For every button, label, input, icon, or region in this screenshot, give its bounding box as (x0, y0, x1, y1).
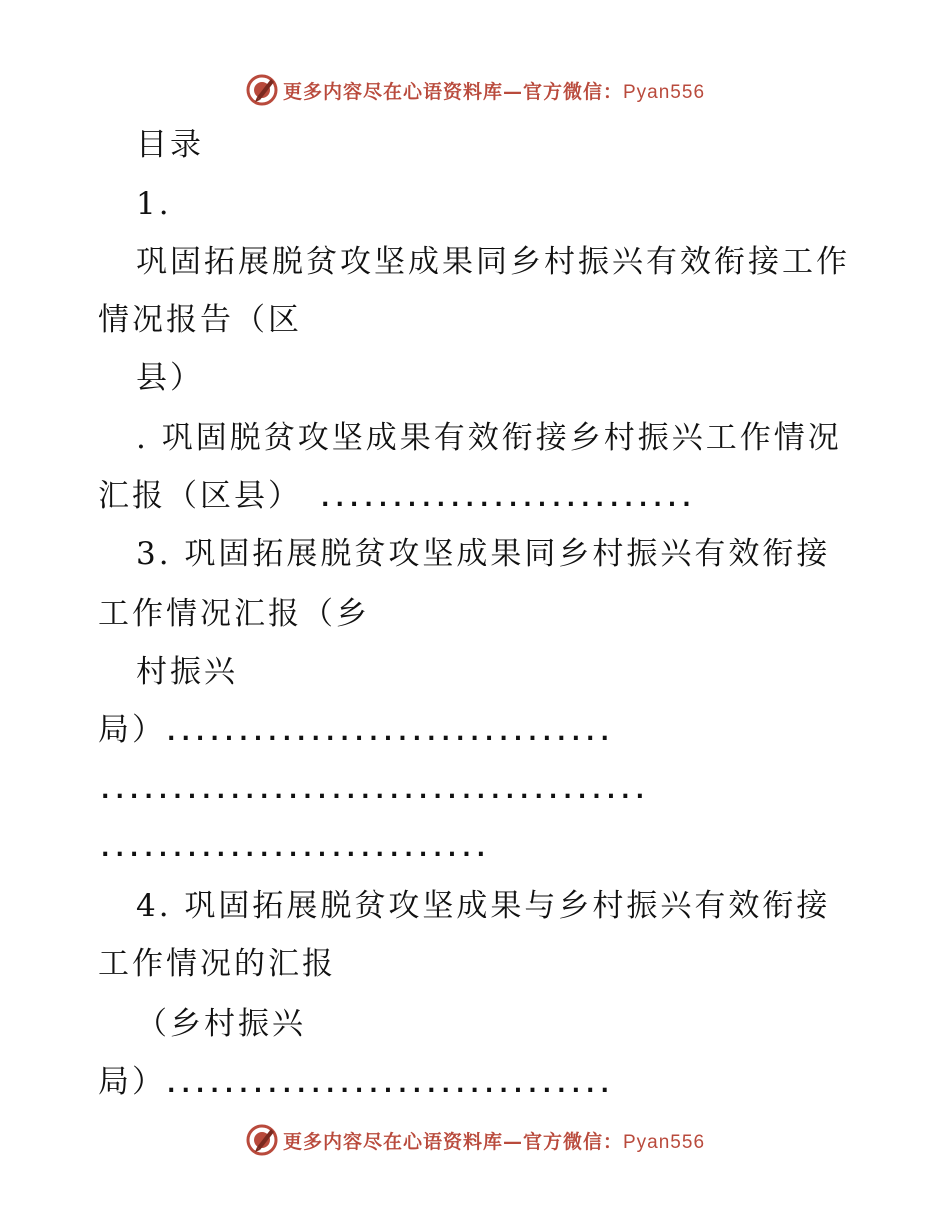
toc-item4-line1: 4. 巩固拓展脱贫攻坚成果与乡村振兴有效衔接 (136, 888, 831, 924)
toc-item3-leader-dots-3: ........................... (98, 834, 489, 862)
toc-item1-number: 1. (136, 186, 172, 222)
header-watermark (0, 70, 950, 110)
pen-logo-icon (245, 73, 279, 107)
toc-item2-line1: . 巩固脱贫攻坚成果有效衔接乡村振兴工作情况 (136, 420, 842, 456)
toc-item3-leader-dots-2: ...................................... (98, 776, 648, 804)
toc-heading: 目录 (136, 127, 204, 163)
toc-item4-line3: （乡村振兴 (136, 1006, 306, 1042)
toc-item1-line3: 县） (136, 360, 204, 396)
toc-item4-line4: 局） (98, 1064, 166, 1100)
header-watermark-text: 更多内容尽在心语资料库—官方微信：Pyan556 (282, 80, 706, 103)
toc-item3-line1: 3. 巩固拓展脱贫攻坚成果同乡村振兴有效衔接 (136, 536, 831, 572)
pen-logo-icon (245, 1123, 279, 1157)
footer-watermark (0, 1120, 950, 1160)
toc-item3-line3: 村振兴 (136, 654, 238, 690)
toc-item3-line4: 局） (98, 712, 166, 748)
toc-item4-line2: 工作情况的汇报 (98, 946, 336, 982)
toc-item1-line2: 情况报告（区 (98, 302, 302, 338)
toc-item3-line2: 工作情况汇报（乡 (98, 596, 370, 632)
toc-item2-leader-dots: .......................... (318, 484, 694, 512)
toc-item4-leader-dots: ............................... (164, 1070, 612, 1098)
toc-item2-line2: 汇报（区县） (98, 478, 302, 514)
toc-item1-line1: 巩固拓展脱贫攻坚成果同乡村振兴有效衔接工作 (136, 244, 850, 280)
footer-watermark-text: 更多内容尽在心语资料库—官方微信：Pyan556 (282, 1130, 706, 1153)
toc-item3-leader-dots-1: ............................... (164, 718, 612, 746)
